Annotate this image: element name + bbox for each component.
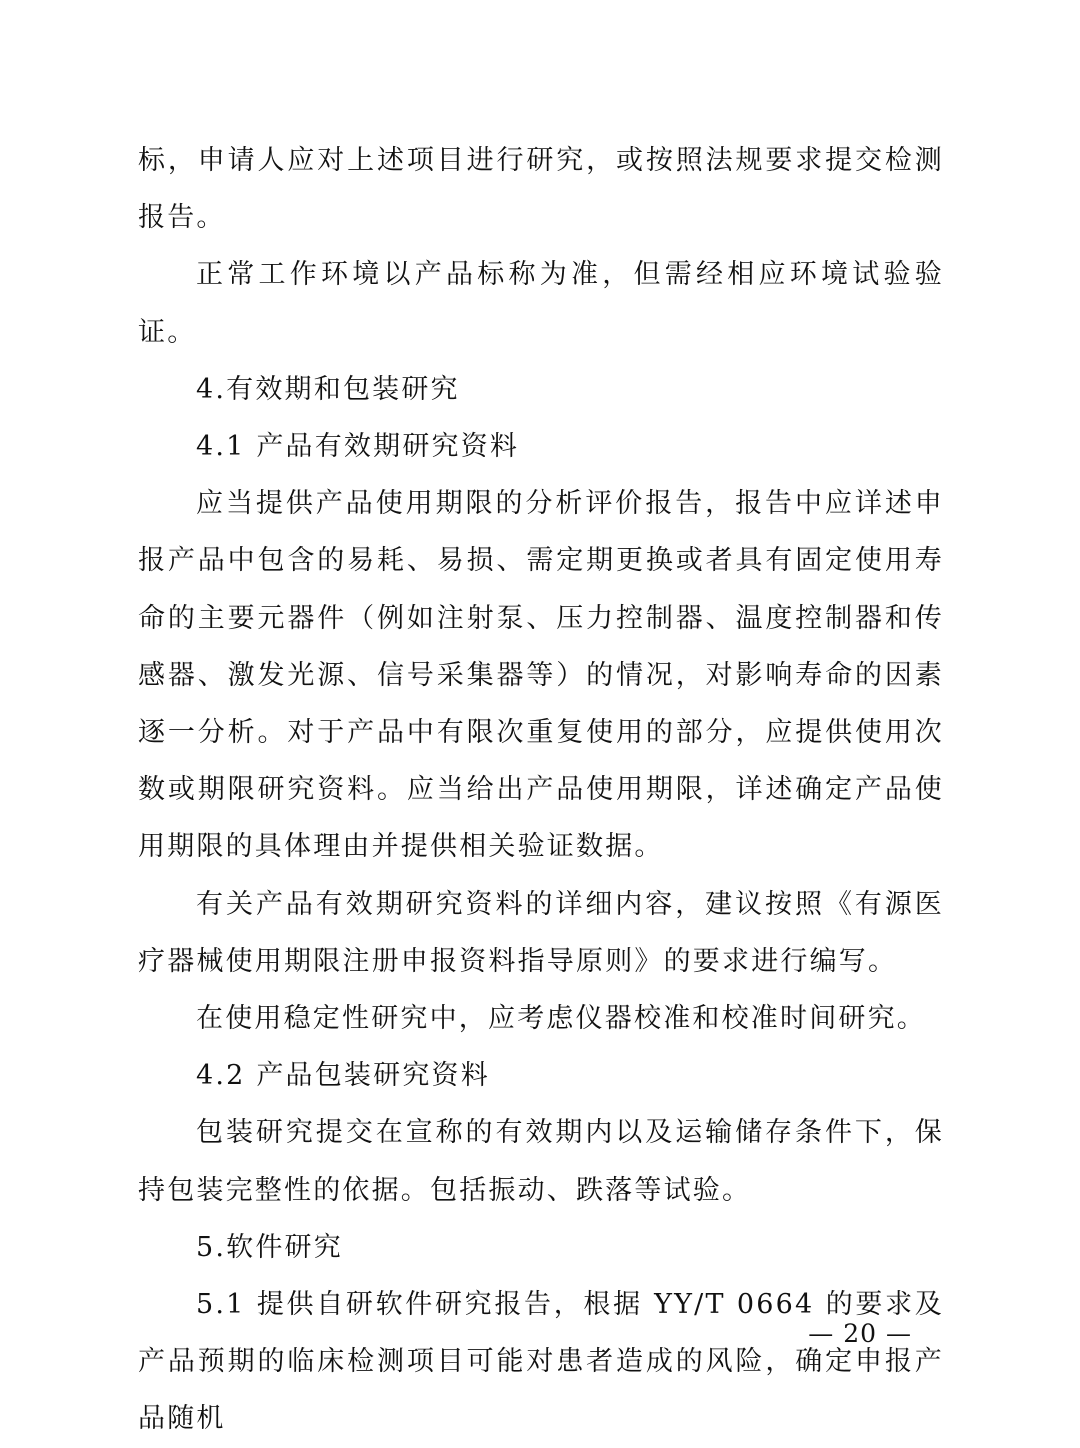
paragraph-guideline-reference: 有关产品有效期研究资料的详细内容，建议按照《有源医疗器械使用期限注册申报资料指导原则》的要求进行编写。 bbox=[138, 888, 944, 977]
paragraph-calibration-study: 在使用稳定性研究中，应考虑仪器校准和校准时间研究。 bbox=[196, 1003, 926, 1035]
paragraph-software-study: 5.1 提供自研软件研究报告，根据 YY/T 0664 的要求及产品预期的临床检测项目可能对患者造成的风险，确定申报产品随机 bbox=[138, 1289, 944, 1435]
paragraph-working-environment: 正常工作环境以产品标称为准，但需经相应环境试验验证。 bbox=[138, 259, 944, 348]
paragraph-continuation: 标，申请人应对上述项目进行研究，或按照法规要求提交检测报告。 bbox=[138, 145, 944, 234]
section-heading-4-2: 4.2 产品包装研究资料 bbox=[196, 1060, 490, 1092]
section-heading-4: 4.有效期和包装研究 bbox=[196, 373, 460, 405]
paragraph-packaging-study: 包装研究提交在宣称的有效期内以及运输储存条件下，保持包装完整性的依据。包括振动、跌落等试验。 bbox=[138, 1117, 944, 1206]
page-number: — 20 — bbox=[808, 1319, 912, 1348]
page-footer bbox=[0, 1314, 1080, 1354]
section-heading-5: 5.软件研究 bbox=[196, 1231, 343, 1263]
document-body bbox=[138, 132, 944, 1448]
section-heading-4-1: 4.1 产品有效期研究资料 bbox=[196, 431, 520, 463]
paragraph-service-life-report: 应当提供产品使用期限的分析评价报告，报告中应详述申报产品中包含的易耗、易损、需定期更换或者具有固定使用寿命的主要元器件（例如注射泵、压力控制器、温度控制器和传感器、激发光源、信号采集器等）的情况，对影响寿命的因素逐一分析。对于产品中有限次重复使用的部分，应提供使用次数或期限研究资料。应当给出产品使用期限，详述确定产品使用期限的具体理由并提供相关验证数据。 bbox=[138, 488, 944, 863]
